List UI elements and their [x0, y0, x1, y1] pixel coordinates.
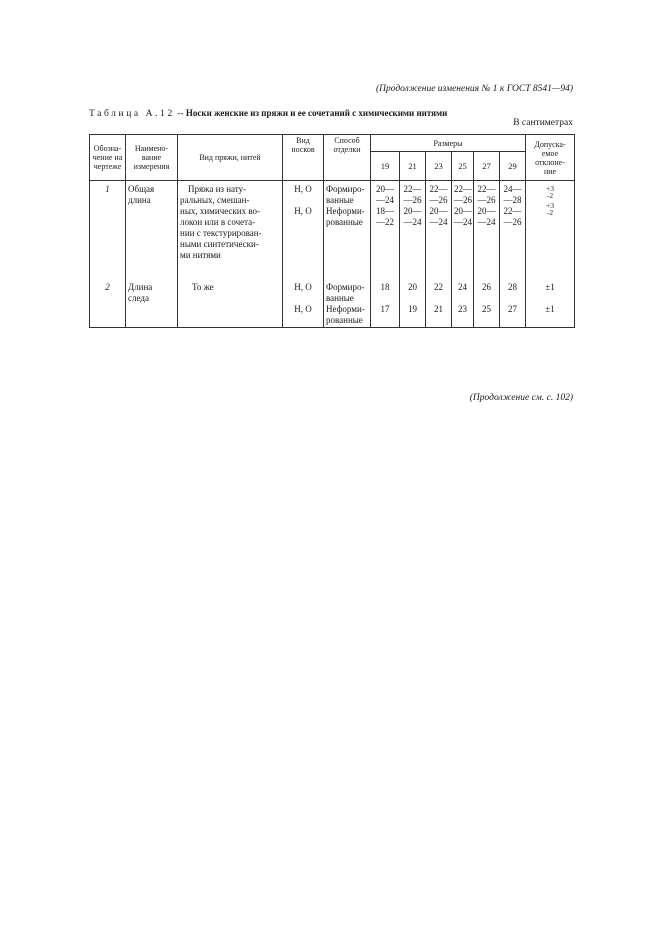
- size-cell-29: 28 27: [500, 281, 526, 328]
- designation-cell: 2: [90, 281, 126, 328]
- header-note: (Продолжение изменения № 1 к ГОСТ 8541—94): [375, 84, 573, 94]
- col-header-measurement: Наимено- вание измерения: [126, 135, 178, 181]
- col-header-toe-type: Вид носков: [283, 135, 324, 181]
- finish-method-cell: Формиро- ванные Неформи- рованные: [324, 281, 371, 328]
- size-header-23: 23: [426, 152, 452, 181]
- table-header: [90, 135, 575, 181]
- col-header-sizes: Размеры: [371, 135, 526, 152]
- size-cell-19: 20— —24 18— —22: [371, 181, 400, 281]
- measurement-name-cell: Общая длина: [126, 181, 178, 281]
- col-header-designation: Обозна- чение на чертеже: [90, 135, 126, 181]
- size-cell-19: 18 17: [371, 281, 400, 328]
- col-header-tolerance: Допуска- емое отклоне- ние: [526, 135, 575, 181]
- yarn-type-cell: То же: [178, 281, 283, 328]
- units-note: В сантиметрах: [513, 118, 573, 128]
- toe-type-cell: Н, О Н, О: [283, 281, 324, 328]
- size-header-27: 27: [474, 152, 500, 181]
- table-title: [89, 108, 447, 119]
- size-cell-29: 24— —28 22— —26: [500, 181, 526, 281]
- size-cell-27: 22— —26 20— —24: [474, 181, 500, 281]
- size-cell-23: 22 21: [426, 281, 452, 328]
- finish-method-cell: Формиро- ванные Неформи- рованные: [324, 181, 371, 281]
- size-header-25: 25: [452, 152, 474, 181]
- table-row: [90, 281, 575, 328]
- size-cell-27: 26 25: [474, 281, 500, 328]
- size-header-29: 29: [500, 152, 526, 181]
- size-cell-21: 22— —26 20— —24: [400, 181, 426, 281]
- size-cell-25: 22— —26 20— —24: [452, 181, 474, 281]
- table-title-separator: --: [174, 109, 186, 119]
- measurement-name-cell: Длина следа: [126, 281, 178, 328]
- specification-table: [89, 134, 575, 328]
- footer-note: (Продолжение см. с. 102): [469, 393, 573, 403]
- toe-type-cell: Н, О Н, О: [283, 181, 324, 281]
- table-label: Таблица А.12: [89, 109, 175, 119]
- size-cell-21: 20 19: [400, 281, 426, 328]
- designation-cell: 1: [90, 181, 126, 281]
- col-header-finish: Способ отделки: [324, 135, 371, 181]
- table-row: [90, 181, 575, 281]
- table-subject: Носки женские из пряжи и ее сочетаний с химическими нитями: [185, 108, 448, 118]
- tolerance-cell: ±1 ±1: [526, 281, 575, 328]
- size-cell-25: 24 23: [452, 281, 474, 328]
- size-header-19: 19: [371, 152, 400, 181]
- size-header-21: 21: [400, 152, 426, 181]
- size-cell-23: 22— —26 20— —24: [426, 181, 452, 281]
- yarn-type-cell: Пряжа из нату- ральных, смешан- ных, химических во- локон или в сочета- нии с текстурирован- ными синтетически- ми нитями: [178, 181, 283, 281]
- tolerance-cell: +3 -2 +3 -2: [526, 181, 575, 281]
- col-header-yarn-type: Вид пряжи, нитей: [178, 135, 283, 181]
